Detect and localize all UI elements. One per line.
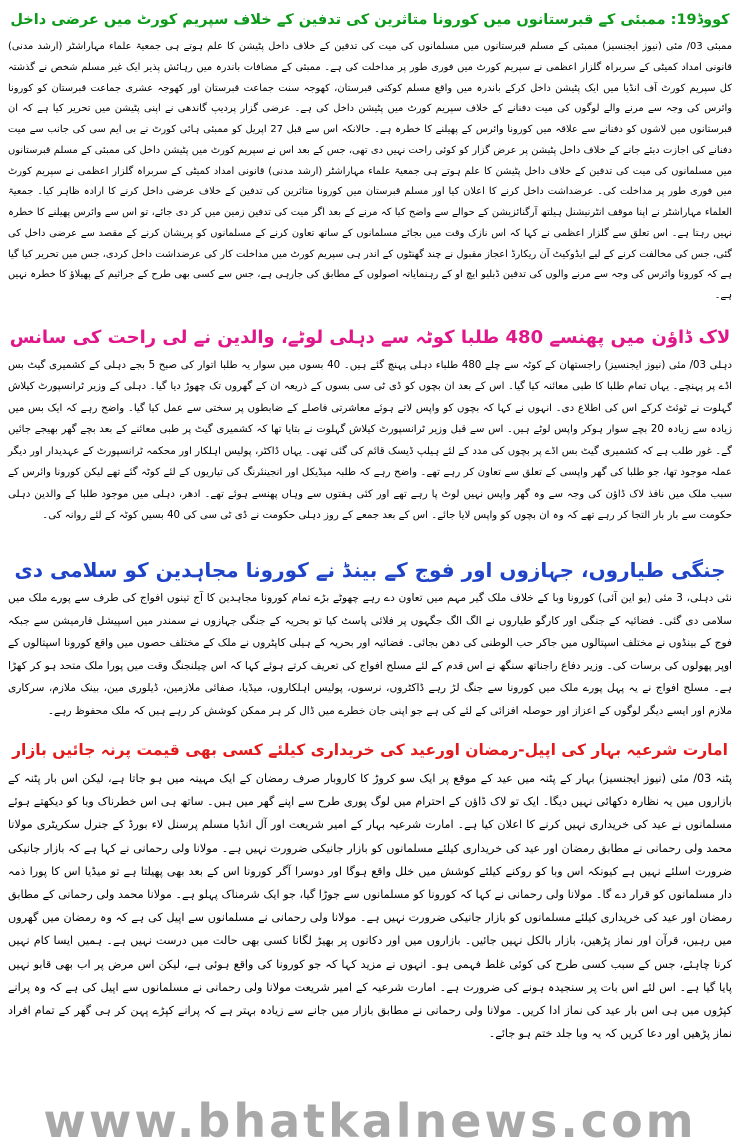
body-mumbai-burial: ممبئی 03/ مئی (نیوز ایجنسیز) ممبئی کے مسلم قبرستانوں میں مسلمانوں کی میت کی تدفین کے خلاف داخل پٹیشن کا علم ہوتے ہی جمعیۃ علماء مہاراشٹر (ارشد مدنی) قانونی امداد کمیٹی کے سربراہ گلزار اعظمی نے سپریم کورٹ میں فوری طور پر مداخلت کی ہے۔ ممبئی کے مضافات باندرہ میں رہائش پذیر ایک غیر مسلم شخص نے گذشتہ کل سپریم کورٹ آف انڈیا میں ایک پٹیشن داخل کرکے باندرہ میں واقع مسلم کوکنی قبرستان، کھوجہ سنت جماعت قبرستان اور کھوجہ عشری جماعت قبرستان کو کورونا وائرس کی وجہ سے مرنے والے لوگوں کی میت دفنانے کے خلاف سپریم کورٹ میں پٹیشن داخل کی ہے۔ عرضی گزار پردیپ گاندھی نے اپنی پٹیشن میں تحریر کیا ہے کہ ان قبرستانوں میں لاشوں کو دفنانے سے علاقہ میں کورونا وائرس کے پھیلنے کا خطرہ ہے۔ حالانکہ اس سے قبل 27 اپریل کو ممبئی ہائی کورٹ نے بی ایم سی کی جانب سے میت دفنانے کی اجازت دیئے جانے کے خلاف داخل پٹیشن پر عرض گزار کو کوئی راحت نہیں دی تھی، جس کے بعد اس نے سپریم کورٹ میں پٹیشن داخل کی ممبئی کے مسلم قبرستانوں میں مسلمانوں کی میت کی تدفین کے خلاف داخل پٹیشن کا علم ہوتے ہی جمعیۃ علماء مہاراشٹر (ارشد مدنی) قانونی امداد کمیٹی کے سربراہ گلزار اعظمی نے سپریم کورٹ میں فوری طور پر مداخلت کی۔ عرضداشت داخل کرنے کا اعلان کیا اور مسلم قبرستان میں کورونا متاثرین کی تدفین کے خلاف عرضی داخل کرنے کا ارادہ ظاہر کیا۔ جمعیۃ العلماء مہاراشٹر نے اپنا موقف انٹرنیشنل ہیلتھ آرگنائزیشن کے حوالے سے واضح کیا کہ مرنے کے بعد اگر میت کی تدفین زمین میں کر دی جائے، تو اس سے وائرس پھیلنے کا خطرہ نہیں رہتا ہے۔ اس تعلق سے گلزار اعظمی نے کہا کہ اس نازک وقت میں بجائے مسلمانوں کے ساتھ تعاون کرنے کے مسلمانوں کو پریشان کرنے کے مقصد سے عرضی داخل کی گئی، جس کی مخالفت کرنے کے لیے ایڈوکیٹ آن ریکارڈ اعجاز مقبول نے چند گھنٹوں کے اندر ہی سپریم کورٹ میں مداخلت کار کی عرضداشت داخل کردی، جس میں تحریر کیا گیا ہے کہ کورونا وائرس کی وجہ سے مرنے والوں کی تدفین ڈبلیو ایچ او کے رہنمایانہ اصولوں کے مطابق کی جارہی ہے، جس سے کسی بھی طرح کے جراثیم کے پھیلاؤ کا خطرہ نہیں ہے۔ <box>8 41 732 301</box>
body-armed-forces-salute: نئی دہلی، 3 مئی (یو این آئی) کورونا وبا کے خلاف ملک گیر مہم میں تعاون دے رہے چھوٹے بڑے تمام کورونا مجاہدین کا آج تینوں افواج کی طرف سے پورے ملک میں سلامی دی گئی۔ فضائیہ کے جنگی اور کارگو طیاروں نے الگ الگ جگہوں پر فلائی پاسٹ کیا تو بحریہ کے جنگی جہازوں نے سمندر میں اسپیشل فارمیشن سے جبکہ فوج کے بینڈوں نے مختلف اسپتالوں میں جاکر حب الوطنی کی دھن بجائی۔ فضائیہ اور بحریہ کے ہیلی کاپٹروں نے ملک کے مختلف حصوں میں واقع کورونا اسپتالوں کے اوپر پھولوں کی برسات کی۔ وزیر دفاع راجناتھ سنگھ نے اس قدم کے لئے مسلح افواج کی تعریف کرتے ہوئے کہا کہ اس چیلنجنگ وقت میں پورا ملک متحد ہو کر کھڑا ہے۔ مسلح افواج نے یہ پہل پورے ملک میں کورونا سے جنگ لڑ رہے ڈاکٹروں، نرسوں، پولیس اہلکاروں، میڈیا، صفائی ملازمین، ڈیلوری مین، بینک ملازم، سرکاری ملازم اور ایسے دیگر لوگوں کے اعزاز اور حوصلہ افزائی کے لئے کی ہے جو اپنی جان خطرے میں ڈال کر ہر ممکن کوشش کر رہے ہیں کہ ملک محفوظ رہے۔ <box>8 592 732 717</box>
article-kota-students <box>6 315 734 547</box>
body-kota-students: دہلی 03/ مئی (نیوز ایجنسیز) راجستھان کے کوٹہ سے چلے 480 طلباء دہلی پہنچ گئے ہیں۔ 40 بسوں میں سوار یہ طلبا اتوار کی صبح 5 بجے دہلی کے کشمیری گیٹ بس اڈے پر پہنچے۔ یہاں تمام طلبا کا طبی معائنہ کیا گیا۔ اس کے بعد ان بچوں کو ڈی ٹی سی بسوں کے ذریعہ ان کے گھروں تک چھوڑ دیا گیا۔ دہلی کے وزیر ٹرانسپورٹ کیلاش گہلوت نے ٹوئٹ کرکے اس کی اطلاع دی۔ انہوں نے کہا کہ بچوں کو واپس لاتے ہوئے معاشرتی فاصلے کے ضابطوں پر سختی سے عمل کیا گیا۔ واضح رہے کہ ایک بس میں زیادہ سے زیادہ 20 بچے سوار ہوکر واپس لوٹے ہیں۔ اس سے قبل وزیر ٹرانسپورٹ کیلاش گہلوت نے بتایا تھا کہ کشمیری گیٹ پر طبی معائنے کے بعد بچے گھر بھیجے جائیں گے۔ غور طلب ہے کہ کشمیری گیٹ بس اڈے پر بچوں کی مدد کے لئے ہیلپ ڈیسک قائم کی گئی تھی۔ یہاں ڈاکٹر، پولیس اہلکار اور محکمہ ٹرانسپورٹ کے عہدیدار اور دیگر عملہ موجود تھا، جو طلبا کی گھر واپسی کے تعلق سے تعاون کر رہے تھے۔ واضح رہے کہ طلبہ میڈیکل اور انجینئرنگ کی تیاریوں کے لئے کوٹہ گئے تھے لیکن کورونا وائرس کے سبب ملک میں نافذ لاک ڈاؤن کی وجہ سے وہ گھر واپس نہیں لوٹ پا رہے تھے اور کئی ہفتوں سے وہاں پھنسے ہوئے تھے۔ ادھر، دہلی میں موجود طلبا کے والدین دہلی حکومت سے بار بار التجا کر رہے تھے کہ وہ ان بچوں کو واپس لایا جائے۔ اس کے بعد جمعے کے روز دہلی حکومت نے ڈی ٹی سی کی 40 بسیں کوٹہ کے لئے روانہ کی۔ <box>8 360 733 522</box>
headline-kota-students: لاک ڈاؤن میں پھنسے 480 طلبا کوٹہ سے دہلی لوٹے، والدین نے لی راحت کی سانس <box>9 327 731 348</box>
site-brand-text: www.bhatkalnews.com <box>43 1094 697 1148</box>
body-imarat-shariah-appeal: پٹنہ 03/ مئی (نیوز ایجنسیز) بہار کے پٹنہ میں عید کے موقع پر ایک سو کروڑ کا کاروبار صرف رمضان کے ایک مہینہ میں ہو جاتا ہے، لیکن اس بار پٹنہ کے بازاروں میں یہ نظارہ دکھائی نہیں دیگا۔ ایک تو لاک ڈاؤن کے احترام میں لوگ پوری طرح سے اپنے گھر میں ہیں۔ ساتھ ہی اس خطرناک وبا کو دیکھتے ہوئے مسلمانوں نے عید کی خریداری نہیں کرنے کا اعلان کیا ہے۔ امارت شرعیہ بہار کے امیر شریعت اور آل انڈیا مسلم پرسنل لاء بورڈ کے جنرل سکریٹری مولانا محمد ولی رحمانی نے مطابق رمضان اور عید کی خریداری کیلئے مسلمانوں کو بازار جانیکی ضرورت نہیں ہے۔ مولانا ولی رحمانی نے کہا ہے کہ بازار جانیکی ضرورت اسلئے نہیں ہے کیونکہ اس وبا کو روکنے کیلئے کوشش میں خلل واقع ہوگا اور دوسرا آگر کورونا اس کے بعد بھی پھیلتا ہے تو میڈیا اس کا پورا ذمہ دار مسلمانوں کو قرار دے گا۔ مولانا ولی رحمانی نے کہا کہ کورونا کو مسلمانوں سے جوڑا گیا، جو ایک شرمناک پہلو ہے۔ مولانا محمد ولی رحمانی کے مطابق رمضان اور عید کی خریداری کیلئے مسلمانوں کو بازار جانیکی ضرورت نہیں ہے۔ مولانا ولی رحمانی نے مسلمانوں سے اپیل کی ہے کہ وہ رمضان میں گھروں میں رہیں، قرآن اور نماز پڑھیں، بازار بالکل نہیں جائیں۔ بازاروں میں اور دکانوں پر بھیڑ لگانا کسی بھی حالت میں درست نہیں ہے۔ ہمیں ایسا کام نہیں کرنا چاہئے، جس کے سبب کسی طرح کی کوئی غلط فہمی ہو۔ انہوں نے مزید کہا کہ جو کورونا کی واقع ہوئی ہے، لیکن اس مرض پر اب بھی قابو نہیں پایا گیا ہے۔ اس لئے اس بات پر سنجیدہ ہونے کی ضرورت ہے۔ امارت شرعیہ کے امیر شریعت مولانا ولی رحمانی نے مسلمانوں سے اپیل کی ہے کہ وہ پرانے کپڑوں میں ہی اس بار عید کی نماز ادا کریں۔ مولانا ولی رحمانی نے مطابق بازار میں جانے سے زیادہ بہتر ہے کہ پرانے کپڑے پہن کر ہی گھر کے تمام افراد نماز پڑھیں اور دعا کریں کہ یہ وبا جلد ختم ہو جائے۔ <box>8 772 732 1041</box>
headline-mumbai-burial: کووڈ19: ممبئی کے قبرستانوں میں کورونا متاثرین کی تدفین کے خلاف سپریم کورٹ میں عرضی داخل <box>10 12 730 28</box>
article-imarat-shariah-appeal <box>6 727 734 1079</box>
article-mumbai-burial <box>6 0 734 315</box>
headline-armed-forces-salute: جنگی طیاروں، جہازوں اور فوج کے بینڈ نے کورونا مجاہدین کو سلامی دی <box>14 558 726 582</box>
site-brand-footer <box>0 1095 740 1147</box>
headline-imarat-shariah-appeal: امارت شرعیہ بہار کی اپیل-رمضان اورعید کی خریداری کیلئے کسی بھی قیمت پرنہ جائیں بازار <box>12 741 728 759</box>
article-armed-forces-salute <box>6 547 734 727</box>
